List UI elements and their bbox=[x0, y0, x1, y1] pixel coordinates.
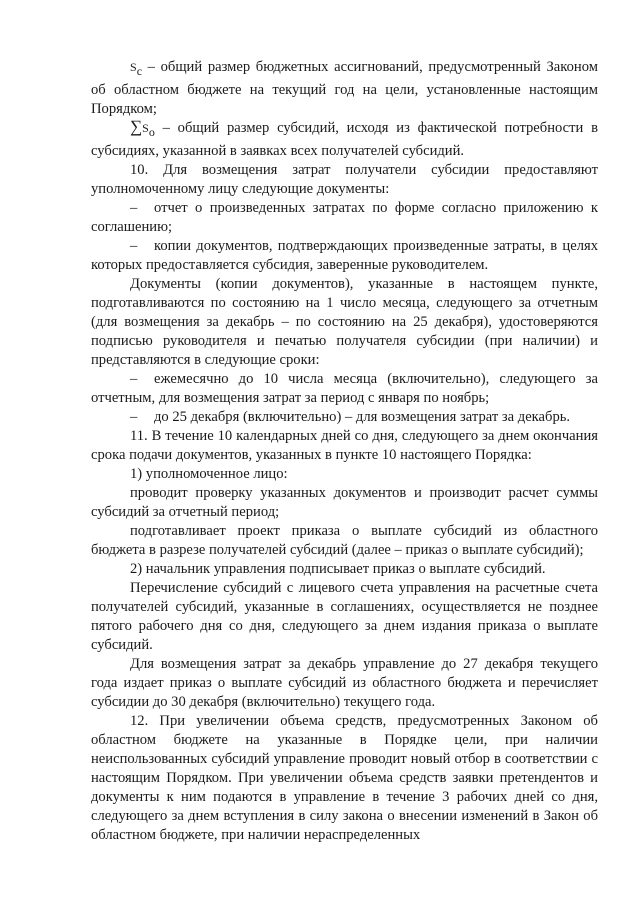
paragraph-documents: Документы (копии документов), указанные в настоящем пункте, подготавливаются по состоянию на 1 число месяца, следующего за отчетным (для возмещения за декабрь – по состоянию на 25 декабря), удостоверяются подписью руководителя и печатью получателя субсидии (при наличии) и представляются в следующие сроки: bbox=[91, 275, 598, 368]
list-dash: – bbox=[130, 370, 138, 387]
formula-symbol-s: S bbox=[142, 120, 149, 135]
formula-subscript-c: c bbox=[136, 63, 143, 78]
list-item-december bbox=[91, 408, 598, 427]
list-dash: – bbox=[130, 237, 138, 254]
subitem-1-draft: подготавливает проект приказа о выплате субсидий из областного бюджета в разрезе получателей субсидий (далее – приказ о выплате субсидий); bbox=[91, 522, 598, 558]
subitem-1-check: проводит проверку указанных документов и производит расчет суммы субсидий за отчетный период; bbox=[91, 484, 598, 520]
paragraph-transfer: Перечисление субсидий с лицевого счета управления на расчетные счета получателей субсидий, указанные в соглашениях, осуществляется не позднее пятого рабочего дня со дня, следующего за днем издания приказа о выплате субсидий. bbox=[91, 579, 598, 653]
subitem-1: 1) уполномоченное лицо: bbox=[130, 465, 288, 482]
subitem-2: 2) начальник управления подписывает приказ о выплате субсидий. bbox=[130, 560, 546, 577]
sum-symbol: ∑ bbox=[130, 116, 143, 136]
paragraph-text: – общий размер бюджетных ассигнований, предусмотренный Законом об областном бюджете на текущий год на цели, установленные настоящим Порядком; bbox=[91, 59, 598, 117]
paragraph-text: – общий размер субсидий, исходя из фактической потребности в субсидиях, указанной в заявках всех получателей субсидий. bbox=[91, 119, 598, 159]
list-item-text: копии документов, подтверждающих произведенные затраты, в целях которых предоставляется субсидия, заверенные руководителем. bbox=[91, 237, 598, 273]
list-item-text: ежемесячно до 10 числа месяца (включительно), следующего за отчетным, для возмещения затрат за период с января по ноябрь; bbox=[91, 370, 598, 406]
list-dash: – bbox=[130, 408, 138, 425]
formula-definition-sum-so bbox=[91, 116, 598, 161]
list-dash: – bbox=[130, 199, 138, 216]
list-item-report bbox=[91, 199, 598, 237]
list-item-copies bbox=[91, 237, 598, 275]
formula-symbol-s: S bbox=[130, 60, 137, 74]
paragraph-december: Для возмещения затрат за декабрь управление до 27 декабря текущего года издает приказ о выплате субсидий из областного бюджета и перечисляет субсидии до 30 декабря (включительно) текущего года. bbox=[91, 655, 598, 710]
document-body bbox=[91, 58, 598, 845]
paragraph-12: 12. При увеличении объема средств, предусмотренных Законом об областном бюджете на указанные в Порядке цели, при наличии неиспользованных субсидий управление проводит новый отбор в соответствии с настоящим Порядком. При увеличении объема средств заявки претендентов и документы к ним подаются в управление в течение 3 рабочих дней со дня, следующего за днем вступления в силу закона о внесении изменений в Закон об областном бюджете, при наличии нераспределенных bbox=[91, 712, 598, 843]
list-item-text: до 25 декабря (включительно) – для возмещения затрат за декабрь. bbox=[154, 408, 571, 425]
list-item-monthly bbox=[91, 370, 598, 408]
formula-subscript-o: o bbox=[148, 124, 155, 139]
formula-definition-sc bbox=[91, 58, 598, 119]
list-item-text: отчет о произведенных затратах по форме согласно приложению к соглашению; bbox=[91, 199, 598, 235]
paragraph-10: 10. Для возмещения затрат получатели субсидии предоставляют уполномоченному лицу следующие документы: bbox=[91, 161, 598, 197]
paragraph-11: 11. В течение 10 календарных дней со дня, следующего за днем окончания срока подачи документов, указанных в пункте 10 настоящего Порядка: bbox=[91, 427, 598, 463]
